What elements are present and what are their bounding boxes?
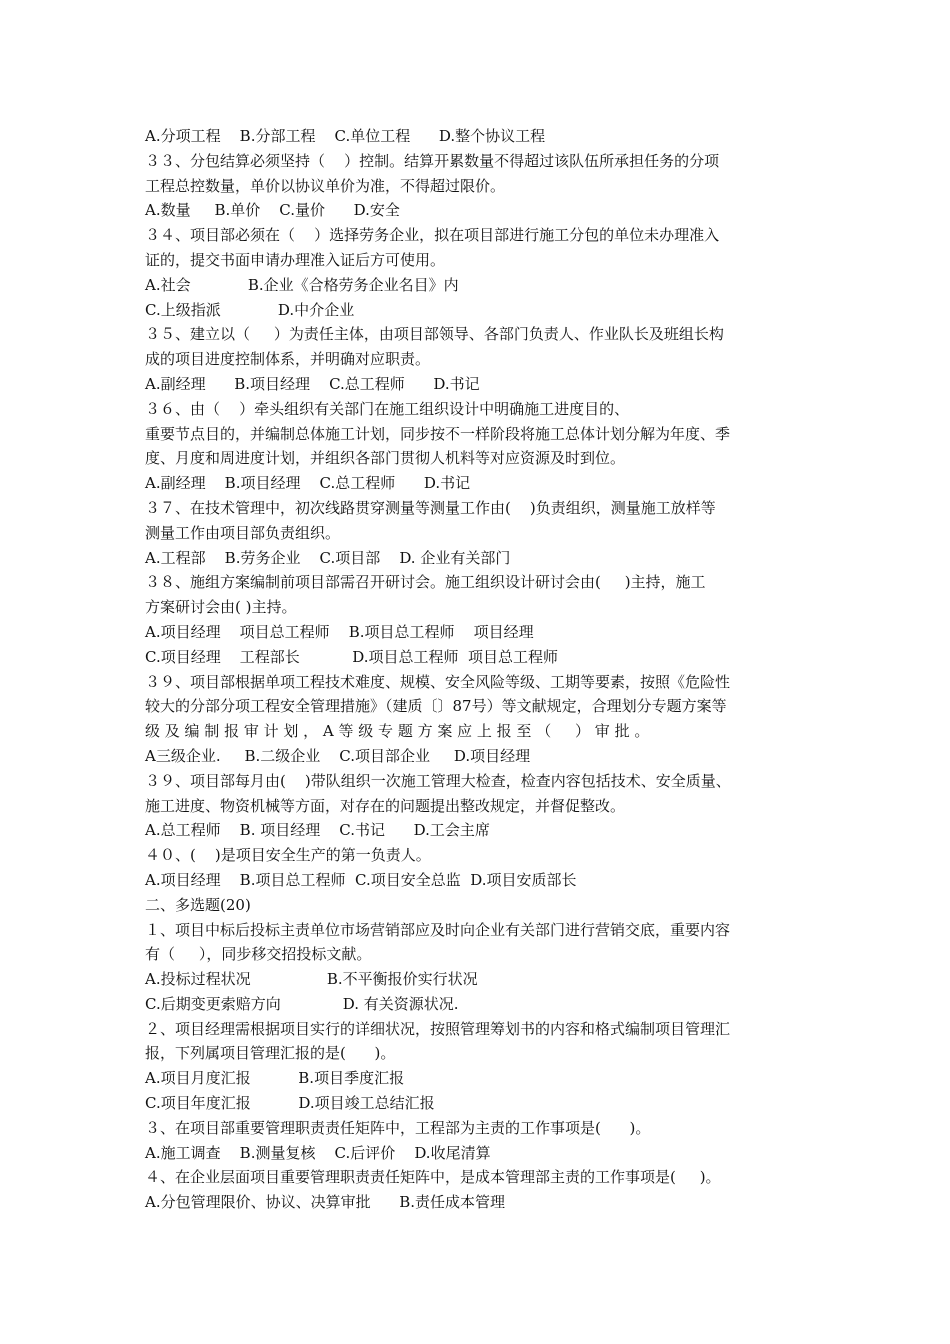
text-line: 成的项目进度控制体系，并明确对应职责。 xyxy=(145,350,431,369)
text-line: C.上级指派 D.中介企业 xyxy=(145,300,355,319)
section-heading: 二、多选题(20) xyxy=(145,895,251,914)
text-line: A.项目月度汇报 B.项目季度汇报 xyxy=(145,1069,405,1088)
text-line: A.施工调查 B.测量复核 C.后评价 D.收尾清算 xyxy=(145,1143,491,1162)
text-line: A.分包管理限价、协议、决算审批 B.责任成本管理 xyxy=(145,1193,506,1212)
text-line: 施工进度、物资机械等方面，对存在的问题提出整改规定，并督促整改。 xyxy=(145,796,626,815)
text-line: A.社会 B.企业《合格劳务企业名目》内 xyxy=(145,275,459,294)
text-line: ４０、( )是项目安全生产的第一负责人。 xyxy=(145,846,431,865)
text-line: ３、在项目部重要管理职责责任矩阵中，工程部为主责的工作事项是( )。 xyxy=(145,1118,651,1137)
text-line: A.总工程师 B. 项目经理 C.书记 D.工会主席 xyxy=(145,821,490,840)
document-body xyxy=(145,124,835,1215)
text-line: A三级企业. B.二级企业 C.项目部企业 D.项目经理 xyxy=(145,746,531,765)
text-line: 方案研讨会由( )主持。 xyxy=(145,598,297,617)
text-line: 测量工作由项目部负责组织。 xyxy=(145,523,341,542)
text-line: ３６、由（ ）牵头组织有关部门在施工组织设计中明确施工进度目的、 xyxy=(145,399,630,418)
text-line: A.工程部 B.劳务企业 C.项目部 D. 企业有关部门 xyxy=(145,548,511,567)
text-line: A.数量 B.单价 C.量价 D.安全 xyxy=(145,201,400,220)
text-line: 重要节点目的，并编制总体施工计划，同步按不一样阶段将施工总体计划分解为年度、季 xyxy=(145,424,731,443)
text-line: １、项目中标后投标主责单位市场营销部应及时向企业有关部门进行营销交底，重要内容 xyxy=(145,920,731,939)
text-line: A.投标过程状况 B.不平衡报价实行状况 xyxy=(145,970,478,989)
text-line: A.副经理 B.项目经理 C.总工程师 D.书记 xyxy=(145,474,471,493)
text-line: C.后期变更索赔方向 D. 有关资源状况. xyxy=(145,994,459,1013)
text-line: ３８、施组方案编制前项目部需召开研讨会。施工组织设计研讨会由( )主持，施工 xyxy=(145,573,706,592)
text-line: A.项目经理 项目总工程师 B.项目总工程师 项目经理 xyxy=(145,622,534,641)
text-line: 级 及 编 制 报 审 计 划 ， A 等 级 专 题 方 案 应 上 报 至 （ ） 审 批 。 xyxy=(145,722,650,741)
text-line: 较大的分部分项工程安全管理措施》（建质〔〕87号）等文献规定，合理划分专题方案等 xyxy=(145,697,727,716)
text-line: ３３、分包结算必须坚持（ ）控制。结算开累数量不得超过该队伍所承担任务的分项 xyxy=(145,151,720,170)
text-line: A.项目经理 B.项目总工程师 C.项目安全总监 D.项目安质部长 xyxy=(145,870,577,889)
text-line: 证的，提交书面申请办理准入证后方可使用。 xyxy=(145,250,446,269)
text-line: 有（ ），同步移交招投标文献。 xyxy=(145,945,372,964)
text-line: A.副经理 B.项目经理 C.总工程师 D.书记 xyxy=(145,374,480,393)
text-line: ４、在企业层面项目重要管理职责责任矩阵中，是成本管理部主责的工作事项是( )。 xyxy=(145,1168,721,1187)
text-line: ３９、项目部每月由( )带队组织一次施工管理大检查，检查内容包括技术、安全质量、 xyxy=(145,771,731,790)
text-line: 度、月度和周进度计划，并组织各部门贯彻人机料等对应资源及时到位。 xyxy=(145,449,626,468)
text-line: A.分项工程 B.分部工程 C.单位工程 D.整个协议工程 xyxy=(145,127,546,145)
text-line: 工程总控数量，单价以协议单价为准，不得超过限价。 xyxy=(145,176,506,195)
text-line: ３５、建立以（ ）为责任主体，由项目部领导、各部门负责人、作业队长及班组长构 xyxy=(145,325,724,344)
text-line: ２、项目经理需根据项目实行的详细状况，按照管理筹划书的内容和格式编制项目管理汇 xyxy=(145,1019,731,1038)
text-line: 报，下列属项目管理汇报的是( )。 xyxy=(145,1044,396,1063)
text-line: ３７、在技术管理中，初次线路贯穿测量等测量工作由( )负责组织，测量施工放样等 xyxy=(145,498,716,517)
text-line: C.项目经理 工程部长 D.项目总工程师 项目总工程师 xyxy=(145,647,559,666)
text-line: ３４、项目部必须在（ ）选择劳务企业，拟在项目部进行施工分包的单位未办理准入 xyxy=(145,226,720,245)
text-line: ３９、项目部根据单项工程技术难度、规模、安全风险等级、工期等要素，按照《危险性 xyxy=(145,672,731,691)
text-line: C.项目年度汇报 D.项目竣工总结汇报 xyxy=(145,1094,435,1113)
